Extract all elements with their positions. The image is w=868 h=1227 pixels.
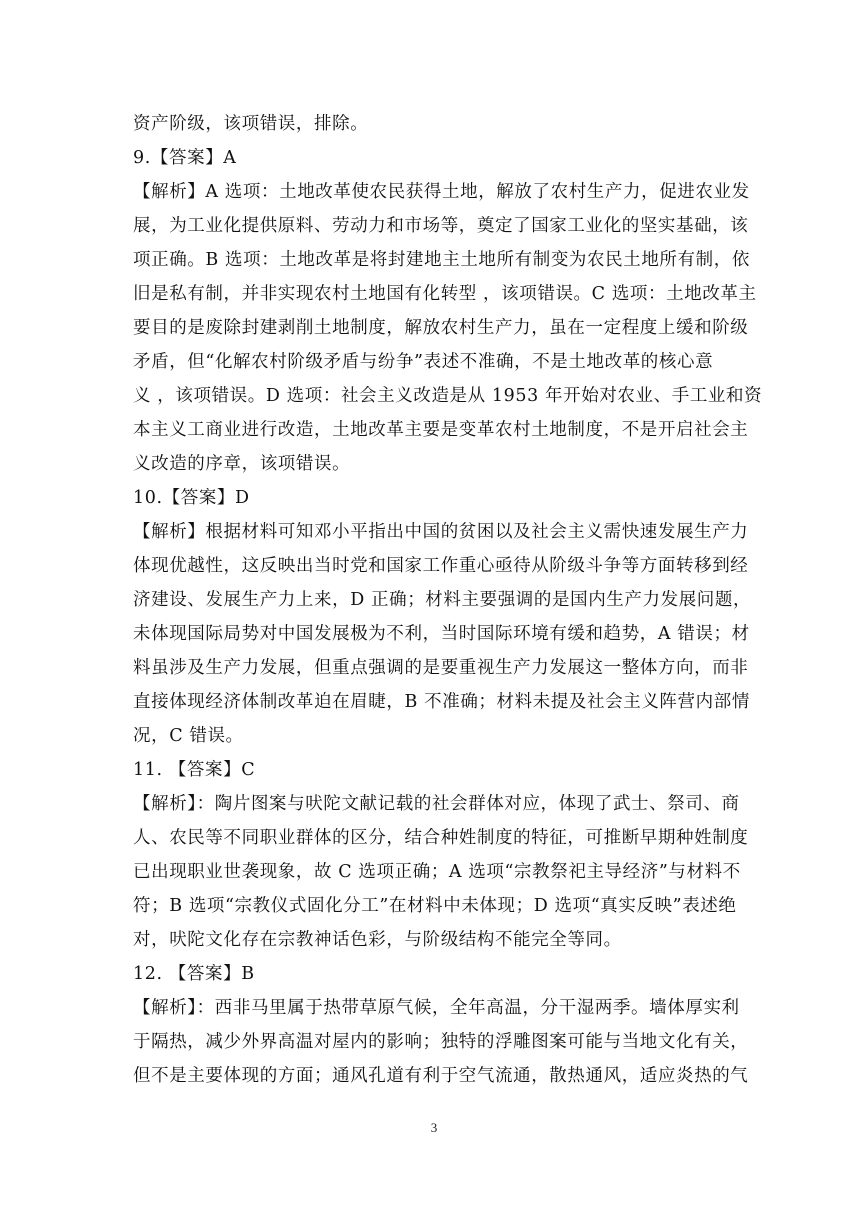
text-line: 对，吠陀文化存在宗教神话色彩，与阶级结构不能完全等同。 — [133, 930, 622, 950]
answer-heading-12: 12. 【答案】B — [133, 964, 255, 984]
text-line: 义改造的序章，该项错误。 — [133, 454, 351, 474]
text-line: 况，C 错误。 — [133, 726, 244, 746]
page-number: 3 — [430, 1120, 438, 1135]
text-line: 要目的是废除封建剥削土地制度，解放农村生产力，虽在一定程度上缓和阶级 — [133, 318, 749, 338]
answer-heading-11: 11. 【答案】C — [133, 760, 256, 780]
text-line: 旧是私有制，并非实现农村土地国有化转型 ，该项错误。C 选项：土地改革主 — [133, 284, 757, 304]
text-line: 料虽涉及生产力发展，但重点强调的是要重视生产力发展这一整体方向，而非 — [133, 658, 749, 678]
text-line: 已出现职业世袭现象，故 C 选项正确；A 选项“宗教祭祀主导经济”与材料不 — [133, 862, 741, 882]
text-line: 【解析】A 选项：土地改革使农民获得土地，解放了农村生产力，促进农业发 — [133, 182, 750, 202]
answer-heading-10: 10.【答案】D — [133, 488, 250, 508]
text-line: 本主义工商业进行改造，土地改革主要是变革农村土地制度，不是开启社会主 — [133, 420, 749, 440]
text-line: 【解析】根据材料可知邓小平指出中国的贫困以及社会主义需快速发展生产力 — [133, 522, 749, 542]
text-line: 符；B 选项“宗教仪式固化分工”在材料中未体现；D 选项“真实反映”表述绝 — [133, 896, 737, 916]
text-line: 于隔热，减少外界高温对屋内的影响；独特的浮雕图案可能与当地文化有关， — [133, 1032, 749, 1052]
text-line: 义 ，该项错误。D 选项：社会主义改造是从 1953 年开始对农业、手工业和资 — [133, 386, 763, 406]
text-line: 矛盾，但“化解农村阶级矛盾与纷争”表述不准确，不是土地改革的核心意 — [133, 352, 714, 372]
text-line: 济建设、发展生产力上来，D 正确；材料主要强调的是国内生产力发展问题， — [133, 590, 752, 610]
text-line: 【解析】：西非马里属于热带草原气候，全年高温，分干湿两季。墙体厚实利 — [133, 998, 740, 1018]
text-line: 【解析】：陶片图案与吠陀文献记载的社会群体对应，体现了武士、祭司、商 — [133, 794, 740, 814]
text-line: 但不是主要体现的方面；通风孔道有利于空气流通，散热通风，适应炎热的气 — [133, 1066, 749, 1086]
text-line: 项正确。B 选项：土地改革是将封建地主土地所有制变为农民土地所有制，依 — [133, 250, 750, 270]
answer-heading-9: 9.【答案】A — [133, 148, 237, 168]
text-line: 体现优越性，这反映出当时党和国家工作重心亟待从阶级斗争等方面转移到经 — [133, 556, 749, 576]
text-line: 未体现国际局势对中国发展极为不利，当时国际环境有缓和趋势，A 错误；材 — [133, 624, 750, 644]
text-line: 资产阶级，该项错误，排除。 — [133, 114, 369, 134]
text-line: 直接体现经济体制改革迫在眉睫，B 不准确；材料未提及社会主义阵营内部情 — [133, 692, 750, 712]
text-line: 人、农民等不同职业群体的区分，结合种姓制度的特征，可推断早期种姓制度 — [133, 828, 749, 848]
text-line: 展，为工业化提供原料、劳动力和市场等，奠定了国家工业化的坚实基础，该 — [133, 216, 749, 236]
